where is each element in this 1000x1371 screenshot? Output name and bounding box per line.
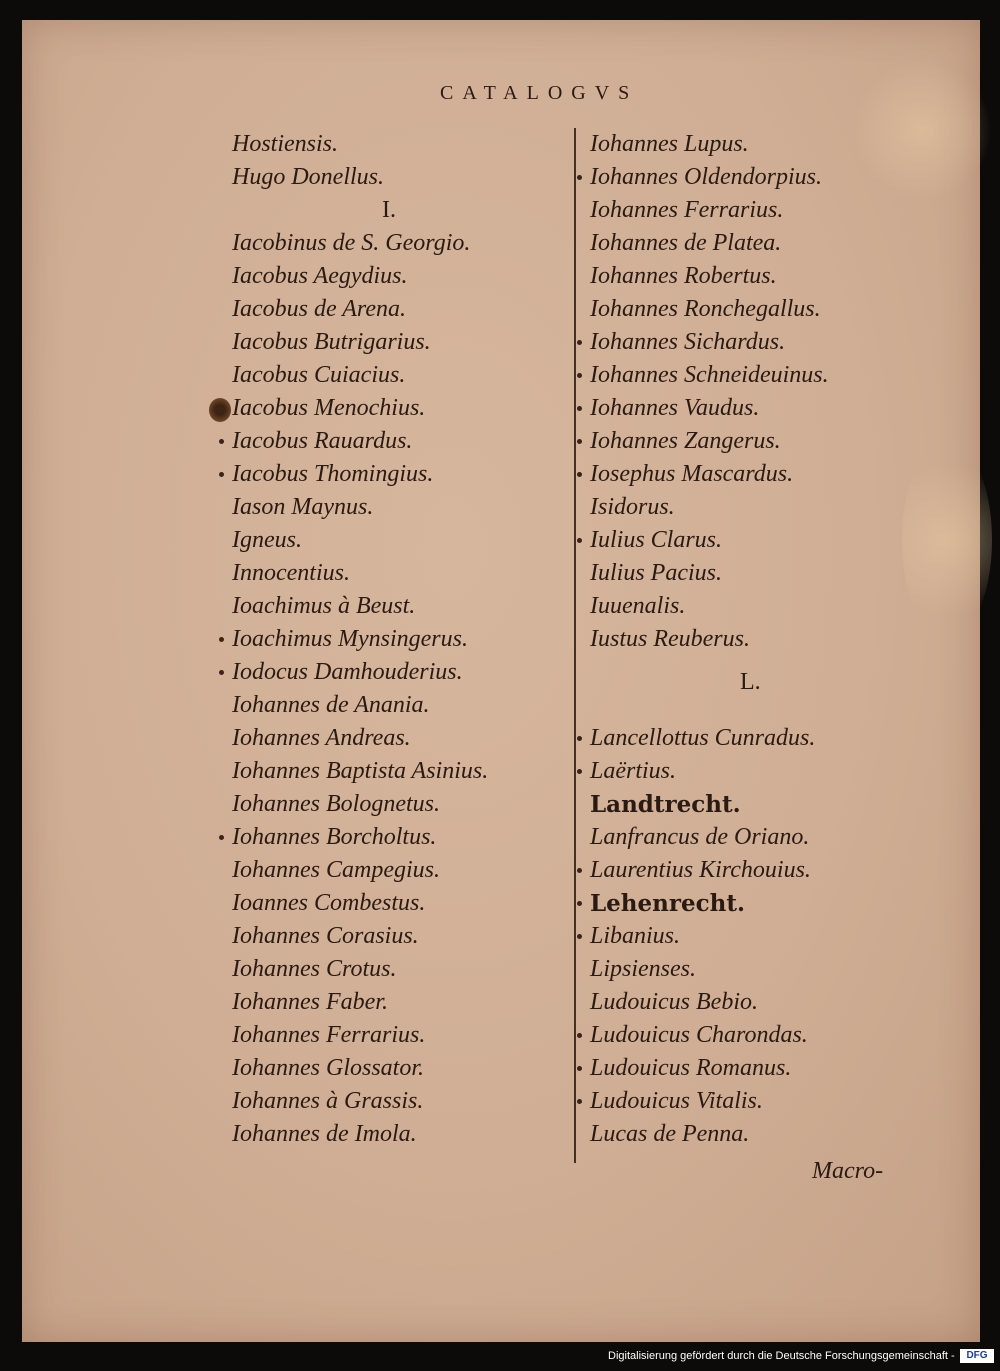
entry-text: Lucas de Penna. xyxy=(590,1121,750,1147)
catalog-entry xyxy=(232,425,488,458)
catalog-entry xyxy=(590,491,829,524)
catalog-entry xyxy=(590,1085,829,1118)
entry-text: Iuuenalis. xyxy=(590,593,686,619)
entry-text: Innocentius. xyxy=(232,560,350,586)
entry-text: Iulius Pacius. xyxy=(590,560,722,586)
entry-text: Libanius. xyxy=(590,923,681,949)
catalog-entry xyxy=(232,1085,488,1118)
catalog-entry xyxy=(590,128,829,161)
catalog-entry xyxy=(232,161,488,194)
marginal-dot-icon xyxy=(577,373,582,378)
entry-text: Iacobus Menochius. xyxy=(232,395,426,421)
book-page xyxy=(22,20,980,1342)
paper-stain xyxy=(852,60,992,200)
entry-text: L. xyxy=(740,669,761,695)
marginal-dot-icon xyxy=(219,637,224,642)
catalog-entry xyxy=(590,293,829,326)
entry-text: Iacobus Cuiacius. xyxy=(232,362,406,388)
entry-text: Laurentius Kirchouius. xyxy=(590,857,811,883)
entry-text: Iacobinus de S. Georgio. xyxy=(232,230,471,256)
catalog-entry xyxy=(232,227,488,260)
catalog-entry xyxy=(232,986,488,1019)
left-column xyxy=(232,128,488,1151)
marginal-dot-icon xyxy=(219,670,224,675)
entry-text: Lancellottus Cunradus. xyxy=(590,725,816,751)
catalog-entry xyxy=(590,1118,829,1151)
entry-text: Iacobus Rauardus. xyxy=(232,428,413,454)
catalog-entry xyxy=(590,557,829,590)
entry-text: Iohannes Glossator. xyxy=(232,1055,425,1081)
entry-text: Iohannes Faber. xyxy=(232,989,388,1015)
entry-text: Iohannes Vaudus. xyxy=(590,395,760,421)
catalog-entry xyxy=(590,623,829,656)
entry-text: Iohannes Campegius. xyxy=(232,857,440,883)
marginal-dot-icon xyxy=(577,736,582,741)
catalog-entry xyxy=(232,689,488,722)
catalog-entry xyxy=(590,920,829,953)
entry-text: Ludouicus Romanus. xyxy=(590,1055,792,1081)
marginal-dot-icon xyxy=(577,901,582,906)
catalog-entry xyxy=(590,953,829,986)
catalog-entry xyxy=(590,392,829,425)
entry-text: Iohannes Robertus. xyxy=(590,263,777,289)
marginal-dot-icon xyxy=(577,406,582,411)
entry-text: Hugo Donellus. xyxy=(232,164,384,190)
running-head: CATALOGVS xyxy=(440,82,639,104)
marginal-dot-icon xyxy=(219,472,224,477)
entry-text: Ioachimus Mynsingerus. xyxy=(232,626,468,652)
catalog-entry xyxy=(232,623,488,656)
marginal-dot-icon xyxy=(577,472,582,477)
catalog-entry xyxy=(590,194,829,227)
entry-text: Iohannes Borcholtus. xyxy=(232,824,437,850)
entry-text: Iodocus Damhouderius. xyxy=(232,659,463,685)
catalog-entry xyxy=(590,326,829,359)
entry-text: Ioachimus à Beust. xyxy=(232,593,416,619)
entry-text: Iohannes Bolognetus. xyxy=(232,791,440,817)
entry-text: Iason Maynus. xyxy=(232,494,374,520)
entry-text: Iohannes de Imola. xyxy=(232,1121,417,1147)
marginal-dot-icon xyxy=(219,439,224,444)
marginal-dot-icon xyxy=(577,934,582,939)
catalog-entry xyxy=(232,491,488,524)
catalog-entry xyxy=(232,1019,488,1052)
catalog-entry xyxy=(590,359,829,392)
catalog-entry xyxy=(590,1052,829,1085)
marginal-dot-icon xyxy=(577,175,582,180)
catalog-entry xyxy=(232,755,488,788)
entry-text: Hostiensis. xyxy=(232,131,339,157)
catalog-entry xyxy=(590,227,829,260)
catalog-entry xyxy=(232,953,488,986)
entry-text: Iacobus de Arena. xyxy=(232,296,406,322)
marginal-dot-icon xyxy=(219,835,224,840)
ink-blot xyxy=(209,398,231,422)
entry-text: Iacobus Aegydius. xyxy=(232,263,408,289)
catalog-entry xyxy=(232,359,488,392)
catalog-entry xyxy=(232,326,488,359)
catalog-entry xyxy=(232,920,488,953)
dfg-logo-icon[interactable]: DFG xyxy=(960,1349,994,1363)
entry-text: Iohannes Schneideuinus. xyxy=(590,362,829,388)
entry-text: Iohannes Baptista Asinius. xyxy=(232,758,489,784)
entry-text: Iacobus Thomingius. xyxy=(232,461,434,487)
catalog-entry xyxy=(232,524,488,557)
marginal-dot-icon xyxy=(577,1099,582,1104)
catalog-entry xyxy=(590,788,829,821)
catalog-entry xyxy=(232,590,488,623)
catalog-entry xyxy=(232,458,488,491)
marginal-dot-icon xyxy=(577,1066,582,1071)
catalog-entry xyxy=(590,590,829,623)
entry-text: Iohannes de Platea. xyxy=(590,230,782,256)
entry-text: Iosephus Mascardus. xyxy=(590,461,794,487)
catalog-entry xyxy=(232,722,488,755)
entry-text: Iohannes Sichardus. xyxy=(590,329,786,355)
section-letter xyxy=(590,656,829,722)
catchword: Macro- xyxy=(812,1158,884,1184)
entry-text: Igneus. xyxy=(232,527,302,553)
entry-text: Lanfrancus de Oriano. xyxy=(590,824,810,850)
marginal-dot-icon xyxy=(577,1033,582,1038)
section-letter xyxy=(232,194,488,227)
entry-text: Iustus Reuberus. xyxy=(590,626,750,652)
entry-text: Iohannes Ferrarius. xyxy=(590,197,784,223)
catalog-entry xyxy=(590,722,829,755)
catalog-entry xyxy=(590,425,829,458)
entry-text: Iacobus Butrigarius. xyxy=(232,329,431,355)
entry-text: Ludouicus Bebio. xyxy=(590,989,758,1015)
entry-text: Lipsienses. xyxy=(590,956,697,982)
catalog-entry xyxy=(232,821,488,854)
right-column xyxy=(590,128,829,1151)
catalog-entry xyxy=(590,260,829,293)
catalog-entry xyxy=(232,557,488,590)
entry-text: Landtrecht. xyxy=(590,791,741,818)
catalog-entry xyxy=(232,128,488,161)
catalog-entry xyxy=(590,986,829,1019)
entry-text: Iohannes Corasius. xyxy=(232,923,419,949)
marginal-dot-icon xyxy=(577,439,582,444)
catalog-entry xyxy=(232,854,488,887)
catalog-entry xyxy=(590,821,829,854)
entry-text: Ioannes Combestus. xyxy=(232,890,426,916)
catalog-entry xyxy=(232,788,488,821)
catalog-entry xyxy=(232,260,488,293)
catalog-entry xyxy=(590,524,829,557)
catalog-entry xyxy=(232,392,488,425)
catalog-entry xyxy=(232,887,488,920)
entry-text: Iohannes de Anania. xyxy=(232,692,430,718)
marginal-dot-icon xyxy=(577,769,582,774)
catalog-entry xyxy=(590,458,829,491)
entry-text: Ludouicus Vitalis. xyxy=(590,1088,763,1114)
catalog-entry xyxy=(590,161,829,194)
catalog-entry xyxy=(232,656,488,689)
entry-text: Iohannes Oldendorpius. xyxy=(590,164,822,190)
paper-stain xyxy=(902,440,992,640)
entry-text: Iohannes Ferrarius. xyxy=(232,1022,426,1048)
catalog-entry xyxy=(590,854,829,887)
entry-text: Iohannes Zangerus. xyxy=(590,428,781,454)
entry-text: Iohannes Andreas. xyxy=(232,725,411,751)
entry-text: Iohannes Lupus. xyxy=(590,131,749,157)
catalog-entry xyxy=(590,755,829,788)
catalog-entry xyxy=(232,293,488,326)
entry-text: Laërtius. xyxy=(590,758,677,784)
entry-text: Iohannes Crotus. xyxy=(232,956,397,982)
catalog-entry xyxy=(590,887,829,920)
column-rule xyxy=(574,128,576,1163)
entry-text: Iulius Clarus. xyxy=(590,527,723,553)
entry-text: Iohannes à Grassis. xyxy=(232,1088,424,1114)
marginal-dot-icon xyxy=(577,868,582,873)
entry-text: I. xyxy=(382,197,396,223)
catalog-entry xyxy=(232,1118,488,1151)
footer-credit: Digitalisierung gefördert durch die Deutsche Forschungsgemeinschaft - xyxy=(608,1350,955,1362)
entry-text: Ludouicus Charondas. xyxy=(590,1022,808,1048)
catalog-entry xyxy=(232,1052,488,1085)
marginal-dot-icon xyxy=(577,538,582,543)
entry-text: Iohannes Ronchegallus. xyxy=(590,296,821,322)
marginal-dot-icon xyxy=(577,340,582,345)
entry-text: Lehenrecht. xyxy=(590,890,745,917)
entry-text: Isidorus. xyxy=(590,494,675,520)
catalog-entry xyxy=(590,1019,829,1052)
